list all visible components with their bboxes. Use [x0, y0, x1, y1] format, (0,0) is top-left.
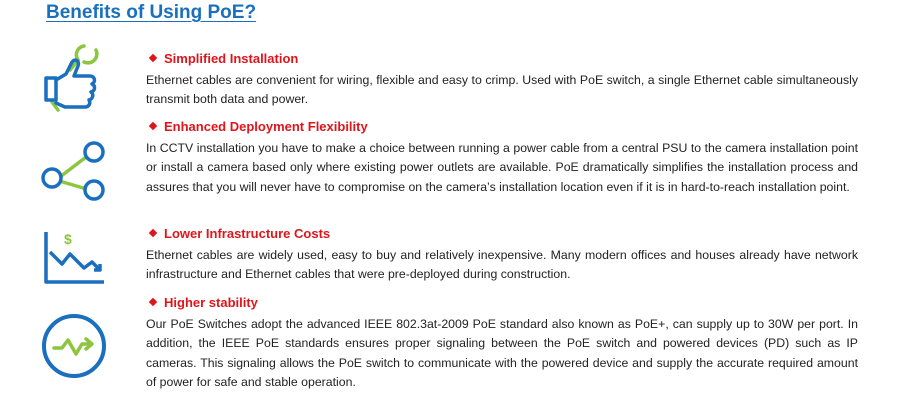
section-text: Ethernet cables are convenient for wiring, flexible and easy to crimp. Used with PoE switch, a single Ethernet cable simultaneously transmit both data and power. [146, 73, 858, 107]
section-heading: Higher stability [146, 293, 858, 311]
diamond-bullet-icon [149, 122, 157, 130]
section-text: In CCTV installation you have to make a choice between running a power cable from a central PSU to the camera installation point or install a camera based only where existing power outlets are available. PoE dramatically simplifies the installation process and assures that you will never have to compromise on the camera’s installation location even if it is in hard-to-reach installation point. [146, 141, 858, 194]
network-nodes-icon [38, 140, 110, 212]
stability-pulse-icon [38, 310, 110, 382]
diamond-bullet-icon [149, 54, 157, 62]
section-heading: Lower Infrastructure Costs [146, 224, 858, 242]
thumbs-up-wrench-icon [38, 40, 110, 112]
section-deployment-flexibility [146, 117, 858, 197]
svg-text:$: $ [64, 231, 72, 247]
section-higher-stability [146, 293, 858, 393]
page-title: Benefits of Using PoE? [46, 2, 257, 23]
section-simplified-installation [146, 49, 858, 110]
section-text: Our PoE Switches adopt the advanced IEEE 802.3at-2009 PoE standard also known as PoE+, can supply up to 30W per port. In addition, the IEEE PoE standards ensures proper signaling between the PoE switch and powered devices (PD) such as IP cameras. This signaling allows the PoE switch to communicate with the powered device and supply the accurate required amount of power for safe and stable operation. [146, 317, 858, 390]
section-heading: Simplified Installation [146, 49, 858, 67]
cost-down-chart-icon [38, 224, 110, 296]
section-heading: Enhanced Deployment Flexibility [146, 117, 858, 135]
section-lower-costs [146, 224, 858, 285]
diamond-bullet-icon [149, 229, 157, 237]
section-text: Ethernet cables are widely used, easy to buy and relatively inexpensive. Many modern offices and houses already have network infrastructure and Ethernet cables that were pre-deployed during construction. [146, 248, 858, 282]
diamond-bullet-icon [149, 298, 157, 306]
